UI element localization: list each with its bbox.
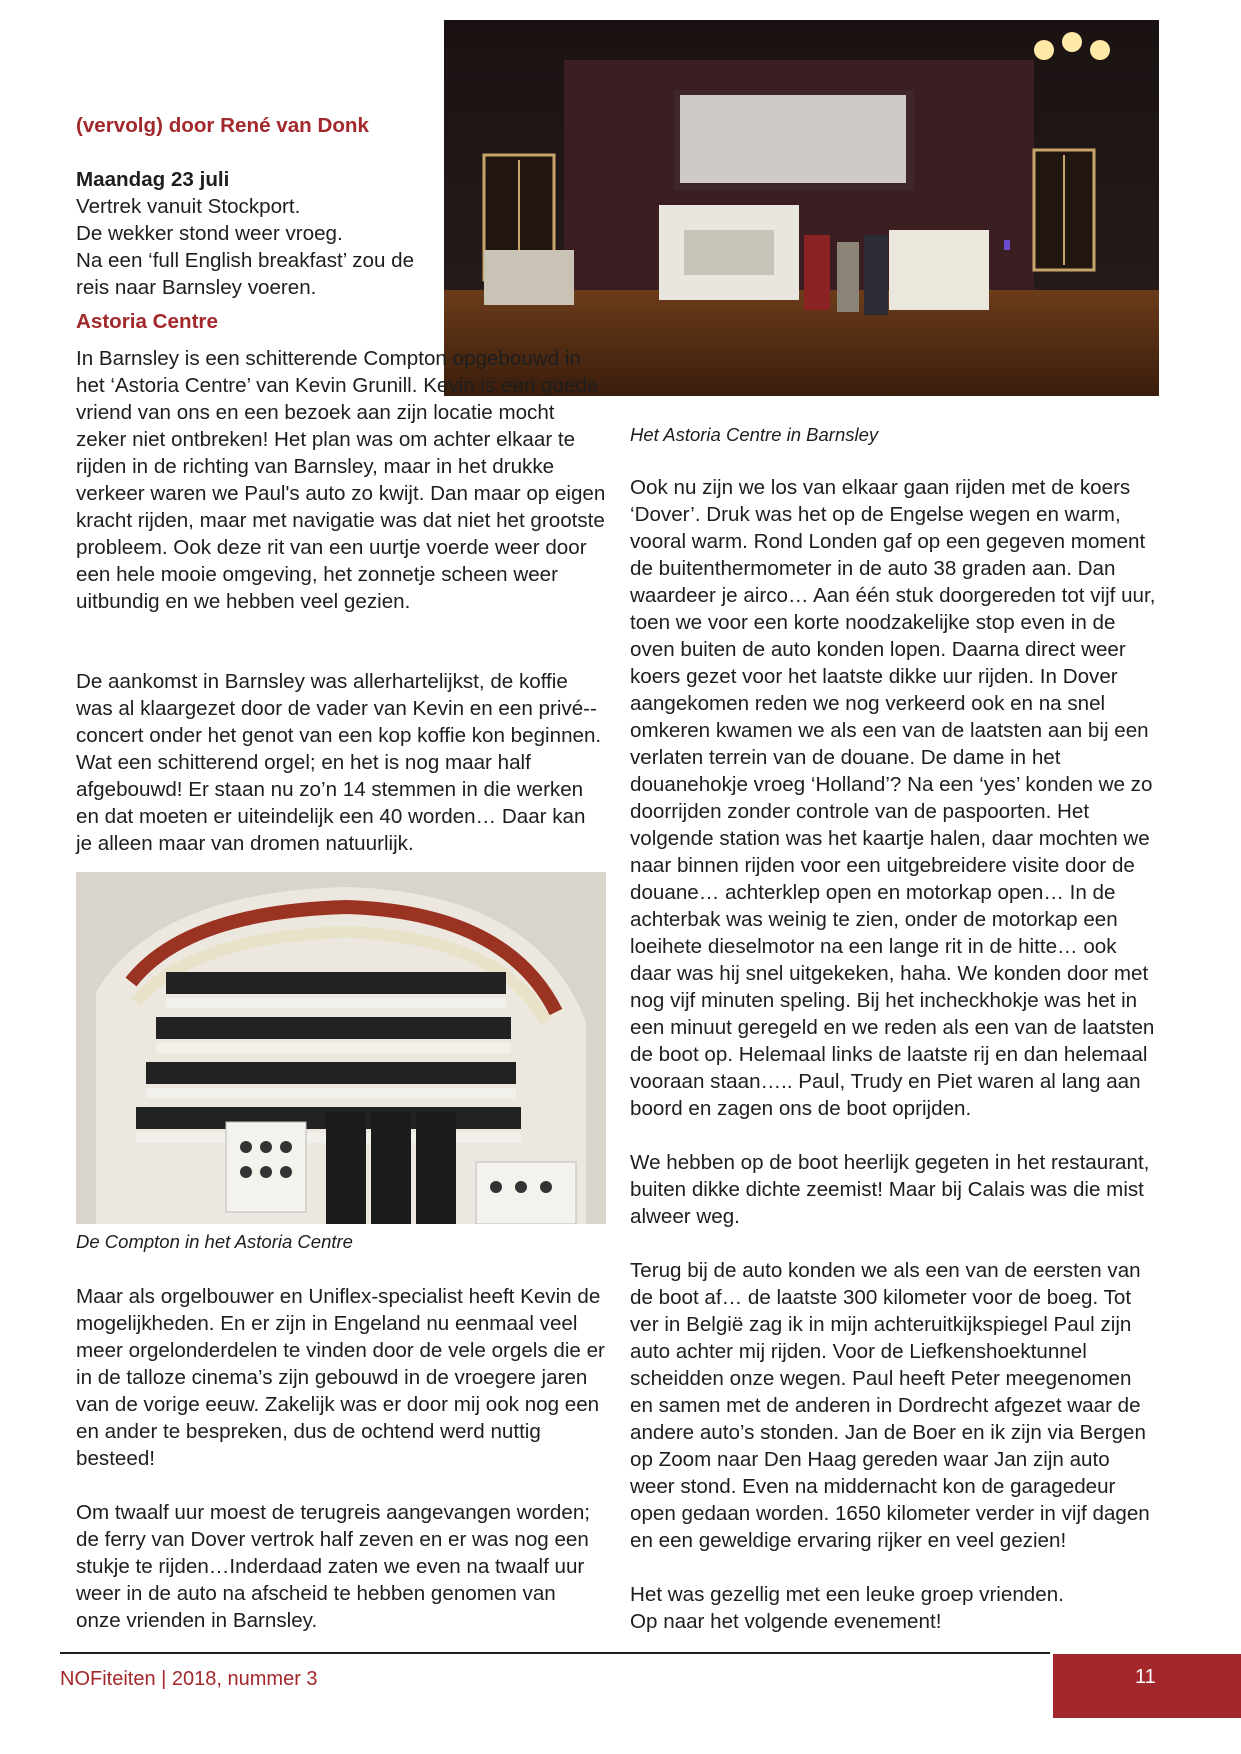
intro-line: Vertrek vanuit Stockport.	[76, 195, 301, 218]
intro-line: Na een ‘full English breakfast’ zou de reis naar Barnsley voeren.	[76, 249, 415, 299]
body-paragraph: Ook nu zijn we los van elkaar gaan rijden met de koers ‘Dover’. Druk was het op de Engelse wegen en warm, vooral warm. Rond Londen gaf op een gegeven moment de buitenthermometer in de auto 38 graden aan. Dan waardeer je airco… Aan één stuk doorgereden tot vijf uur, toen we voor een korte noodzakelijke stop even in de oven buiten de auto konden lopen. Daarna direct weer koers gezet voor het laatste dikke uur rijden. In Dover aangekomen reden we nog verkeerd ook en na snel omkeren kwamen we als een van de laatsten aan bij een verlaten terrein van de douane. De dame in het douanehokje vroeg ‘Holland’? Na een ‘yes’ konden we zo doorrijden zonder controle van de paspoorten. Het volgende station was het kaartje halen, daar mochten we naar binnen rijden voor een uitgebreidere visite door de douane… achterklep open en motorkap open… In de achterbak was weinig te zien, onder de motorkap een loeihete dieselmotor na een lange rit in de hitte… ook daar was hij snel uitgekeken, haha. We konden door met nog vijf minuten speling. Bij het incheckhokje was het in een minuut geregeld en we reden als een van de laatsten de boot op. Helemaal links de laatste rij en dan helemaal vooraan staan….. Paul, Trudy en Piet waren al lang aan boord en zagen ons de boot oprijden.	[630, 476, 1156, 1120]
left-column-body-2	[76, 668, 606, 857]
page-number: 11	[1135, 1666, 1156, 1688]
footer-rule	[60, 1652, 1050, 1654]
left-column-bottom	[76, 1283, 606, 1634]
top-photo-caption: Het Astoria Centre in Barnsley	[630, 424, 879, 445]
right-column	[630, 474, 1160, 1635]
section-heading: Astoria Centre	[76, 310, 218, 333]
footer-publication: NOFiteiten | 2018, nummer 3	[60, 1668, 318, 1690]
body-paragraph: Maar als orgelbouwer en Uniflex-specialist heeft Kevin de mogelijkheden. En er zijn in Engeland nu eenmaal veel meer orgelonderdelen te vinden door de vele orgels die er in de talloze cinema’s zijn gebouwd in de vroegere jaren van de vorige eeuw. Zakelijk was er door mij ook nog een en ander te bespreken, dus de ochtend werd nuttig besteed!	[76, 1285, 605, 1470]
intro-line: De wekker stond weer vroeg.	[76, 222, 343, 245]
compton-organ-photo	[76, 872, 606, 1224]
body-paragraph: Om twaalf uur moest de terugreis aangevangen worden; de ferry van Dover vertrok half zeven en er was nog een stukje te rijden…Inderdaad zaten we even na twaalf uur weer in de auto na afscheid te hebben genomen van onze vrienden in Barnsley.	[76, 1501, 590, 1632]
body-paragraph: In Barnsley is een schitterende Compton opgebouwd in het ‘Astoria Centre’ van Kevin Grunill. Kevin is een goede vriend van ons en een bezoek aan zijn locatie mocht zeker niet ontbreken! Het plan was om achter elkaar te rijden in de richting van Barnsley, maar in het drukke verkeer waren we Paul's auto zo kwijt. Dan maar op eigen kracht rijden, maar met navigatie was dat niet het grootste probleem. Ook deze rit van een uurtje voerde weer door een hele mooie omgeving, het zonnetje scheen weer uitbundig en we hebben veel gezien.	[76, 347, 606, 613]
body-paragraph: De aankomst in Barnsley was allerhartelijkst, de koffie was al klaargezet door de vader van Kevin en een privé--concert onder het genot van een kop koffie kon beginnen. Wat een schitterend orgel; en het is nog maar half afgebouwd! Er staan nu zo’n 14 stemmen in die werken en dat moeten er uiteindelijk een 40 worden… Daar kan je alleen maar van dromen natuurlijk.	[76, 670, 602, 855]
closing-line: Op naar het volgende evenement!	[630, 1610, 942, 1633]
date-heading: Maandag 23 juli	[76, 168, 230, 191]
closing-line: Het was gezellig met een leuke groep vrienden.	[630, 1583, 1064, 1606]
body-paragraph: We hebben op de boot heerlijk gegeten in het restaurant, buiten dikke dichte zeemist! Maar bij Calais was die mist alweer weg.	[630, 1151, 1150, 1228]
article-subtitle: (vervolg) door René van Donk	[76, 114, 369, 137]
left-column-top	[76, 112, 606, 335]
organ-photo-caption: De Compton in het Astoria Centre	[76, 1231, 353, 1252]
left-column-body	[76, 345, 606, 615]
body-paragraph: Terug bij de auto konden we als een van de eersten van de boot af… de laatste 300 kilometer voor de boeg. Tot ver in België zag ik in mijn achteruitkijkspiegel Paul zijn auto achter mij rijden. Voor de Liefkenshoektunnel scheidden onze wegen. Paul heeft Peter meegenomen en samen met de anderen in Dordrecht afgezet waar de andere auto’s stonden. Jan de Boer en ik zijn via Bergen op Zoom naar Den Haag gereden waar Jan zijn auto weer stond. Even na middernacht kon de garagedeur open gedaan worden. 1650 kilometer verder in vijf dagen en een geweldige ervaring rijker en veel gezien!	[630, 1259, 1150, 1552]
